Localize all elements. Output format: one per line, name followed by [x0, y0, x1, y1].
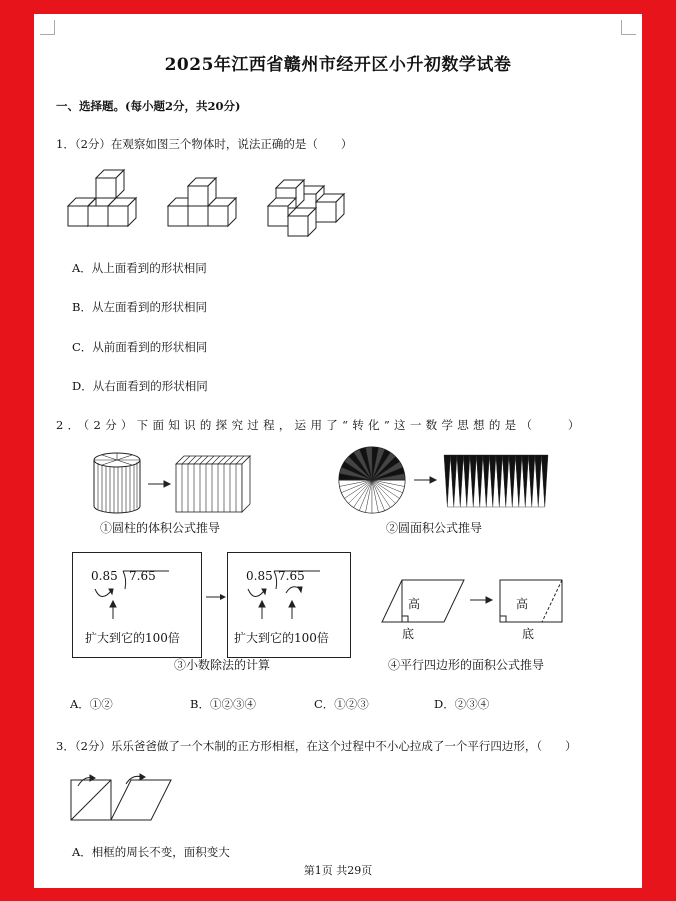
crop-mark-top-left: [40, 20, 55, 35]
q2-option-a: A．①②: [70, 697, 113, 711]
caption-3: ③小数除法的计算: [174, 658, 271, 672]
divisor-label: 0.85: [91, 569, 118, 583]
q1-option-c: C．从前面看到的形状相同: [72, 340, 208, 354]
crop-mark-top-right: [621, 20, 636, 35]
q1-option-a: A．从上面看到的形状相同: [72, 261, 207, 275]
caption-4: ④平行四边形的面积公式推导: [388, 658, 545, 672]
q2-option-d: D．②③④: [434, 697, 490, 711]
base-label-2: 底: [522, 627, 535, 641]
multiply-note-2: 扩大到它的100倍: [234, 631, 329, 645]
q2-option-b: B．①②③④: [190, 697, 256, 711]
q1-option-d: D．从右面看到的形状相同: [72, 379, 208, 393]
q3-option-a: A．相框的周长不变，面积变大: [72, 845, 230, 859]
rearranged-sectors: [444, 455, 548, 507]
cylinder-to-cuboid-figure: [92, 450, 252, 516]
divisor-label-2: 0.85: [246, 569, 273, 583]
q3-stem: 3．（2分）乐乐爸爸做了一个木制的正方形相框，在这个过程中不小心拉成了一个平行四边形，（ ）: [56, 739, 577, 753]
q1-option-b: B．从左面看到的形状相同: [72, 300, 207, 314]
section-heading: 一、选择题。(每小题2分，共20分): [56, 99, 241, 113]
division-arrow: [204, 592, 228, 602]
multiply-note: 扩大到它的100倍: [85, 631, 180, 645]
q1-stem: 1．（2分）在观察如图三个物体时，说法正确的是（ ）: [56, 137, 353, 151]
dividend-label: 7.65: [129, 569, 156, 583]
height-label: 高: [408, 597, 421, 611]
division-box-before: [72, 552, 202, 658]
page-number: 第1页 共29页: [303, 864, 373, 877]
caption-1: ①圆柱的体积公式推导: [100, 521, 221, 535]
division-box-after: [227, 552, 351, 658]
q1-cube-figures: [68, 172, 358, 242]
square-to-parallelogram-figure: [70, 774, 180, 824]
height-label-2: 高: [516, 597, 529, 611]
dividend-label-2: 7.65: [278, 569, 305, 583]
caption-2: ②圆面积公式推导: [386, 521, 483, 535]
q2-stem: 2．（2分）下面知识的探究过程，运用了“转化”这一数学思想的是（ ）: [56, 418, 584, 432]
exam-title: 2025年江西省赣州市经开区小升初数学试卷: [164, 55, 512, 75]
exam-page: [34, 14, 642, 888]
circle-to-rectangle-figure: [338, 446, 550, 518]
base-label: 底: [402, 627, 415, 641]
q2-option-c: C．①②③: [314, 697, 369, 711]
